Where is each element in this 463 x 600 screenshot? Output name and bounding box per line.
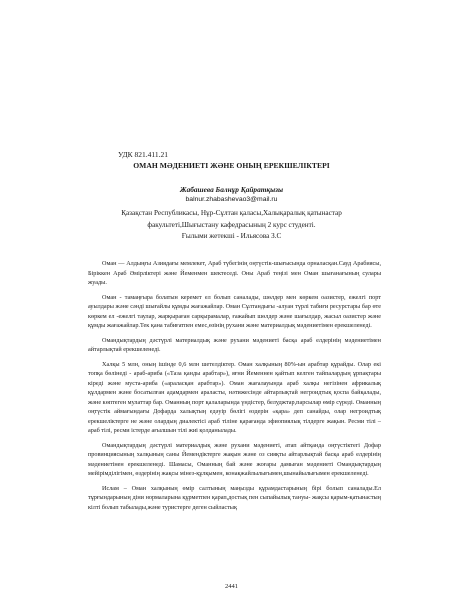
page-number: 2441 xyxy=(225,583,238,590)
supervisor-line: Ғылыми жетекші - Ильясова З.С xyxy=(181,232,282,240)
body-paragraph: Оман - тамаңғыра болатын керемет ел болып саналады, шөлдер мен көркем оазистер, ежелгі порт ауылдары және сәнді шығайлы құмды жағажайлар. Оман Сұлтандығы -алуан түрлі табиғи ресурстары бар өте көркем ел -ежелгі таулар, жарқыраған сарқырамалар, ғажайып шөлдер және шағылдар, жасыл оазистер және құмды жағажайлар.Тек қана табиғатпен емес,өзінің рухани және материалдық мәдениетімен ерекшеленеді. xyxy=(88,293,381,329)
affiliation-line: Қазақстан Республикасы, Нұр-Сұлтан қаласы,Халықаралық қатынастар xyxy=(121,209,342,217)
affiliation-line: факультеті,Шығыстану кафедрасының 2 курс студенті. xyxy=(147,220,316,229)
body-paragraph: Оман — Алдыңғы Азиядағы мемлекет, Араб түбегінің оңтүстік-шығысында орналасқан.Сауд Арабиясы, Біріккен Араб Әмірліктері және Йеменмен шектеседі. Оны Араб теңізі мен Оман шығанағының сулары жуады. xyxy=(88,260,381,286)
article-body xyxy=(88,259,381,517)
body-paragraph: Халқы 5 млн, оның ішінде 0,6 млн шетелдіктер. Оман халқының 80%-ын арабтар құрайды. Олар екі топқа бөлінеді - араб-ариба («Таза қанды арабтар»), яғни Йеменнен қайтып келген тайпалардың ұрпақтары кіреді және муста-ариба («араласқан арабтар»). Оман жағалауында араб халқы негізінен африкалық құлдармен және босатылған адамдармен араласты, нәтижесінде айтарлықтай негроидтық қоспа байқалады, және көптеген мулаттар бар. Оманның порт қалаларында үндістер, белуджтар,парсылар өмір сүреді. Оманның оңтүстік аймағындағы Дофарда халықтың едәуір бөлігі өздерін «қара» деп санайды, олар негроидтық ерекшеліктерге не және олардың диалектісі араб тіліне қарағанда эфиопиялық тілдерге жақын. Ресми тілі – араб тілі, ресми істерде ағылшын тілі жиі қолданылады. xyxy=(88,360,381,434)
body-paragraph: Ислам – Оман халқының өмір салтының маңызды құрамдастарының бірі болып саналады.Ел тұрғындарының діни нормаларына құрметпен қарап,достық пен сыпайылық тануы- жақсы қарым-қатынастың кілті болып табылады,және туристерге деген сыйластық xyxy=(88,484,381,511)
body-paragraph: Омандықтардың дәстүрлі материалдық және рухани мәдениеті, атап айтқанда оңтүстіктегі Дофар провинциясының халқының саны Йемендіктерге жақын және оз сияқты айтарлықтай басқа араб елдерінің мәдениетінен ерекшеленеді. Шамасы, Оманның бай және жоғары дамыған мәдениеті Омандықтардың мейірімділігімен, өздерінің жақсы мінез-құлқымен, конақжайлылығымен,шынайылығымен ерекшеленеді. xyxy=(88,441,381,477)
affiliation-block xyxy=(0,208,463,243)
udc-code: УДК 821.411.21 xyxy=(118,150,169,159)
author-email: balnur.zhabashevao3@mail.ru xyxy=(185,196,278,203)
article-title: ОМАН МӘДЕНИЕТІ ЖӘНЕ ОНЫҢ ЕРЕКШЕЛІКТЕРІ xyxy=(133,161,330,170)
author-name: Жабашева Балнұр Қайратқызы xyxy=(179,185,284,194)
body-paragraph: Омандықтардың дәстүрлі материалдық және рухани мәдениеті басқа араб елдерінің мәдениетімен айтарлықтай ерекшеленеді. xyxy=(88,336,381,353)
